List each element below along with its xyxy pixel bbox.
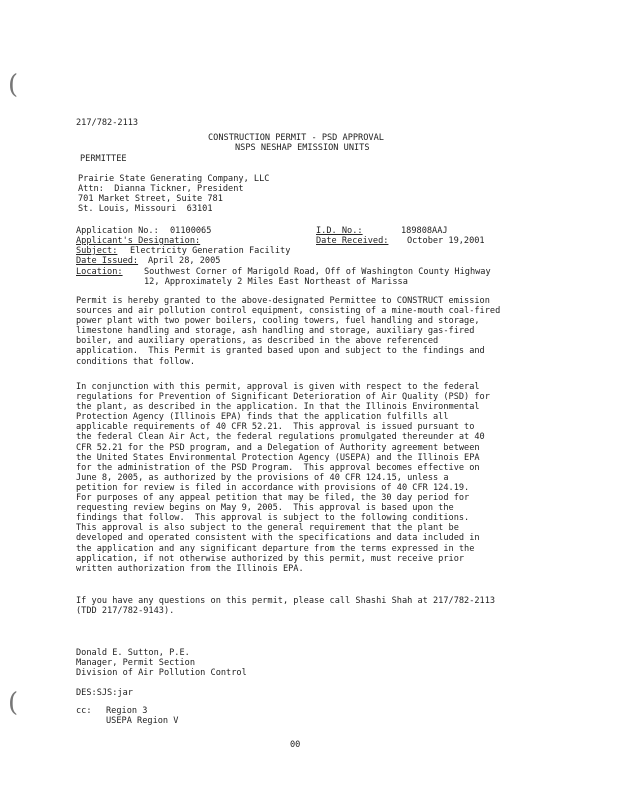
- date-received-value: October 19,2001: [407, 236, 485, 246]
- location-line-2: 12, Approximately 2 Miles East Northeast of Marissa: [144, 277, 408, 287]
- binding-mark-bottom: (: [8, 688, 19, 718]
- signer-title: Manager, Permit Section: [76, 658, 195, 668]
- date-issued-label: Date Issued:: [76, 256, 139, 266]
- id-label: I.D. No.:: [316, 226, 363, 236]
- permittee-label: PERMITTEE: [80, 154, 127, 164]
- id-value: 189808AAJ: [401, 226, 448, 236]
- cc-label: cc:: [76, 706, 92, 716]
- permit-grant-paragraph: Permit is hereby granted to the above-designated Permittee to CONSTRUCT emission sources and air pollution control equipment, consisting of a mine-mouth coal-fired power plant with two power boilers, cooling towers, fuel handling and storage, limestone handling and storage, ash handling and storage, auxiliary gas-fired boiler, and auxiliary operations, as described in the above referenced application. This Permit is granted based upon and subject to the findings and conditions that follow.: [76, 296, 501, 367]
- application-label: Application No.:: [76, 226, 159, 236]
- cc-line-1: Region 3: [106, 706, 148, 716]
- subject-value: Electricity Generation Facility: [130, 246, 291, 256]
- address-line-4: St. Louis, Missouri 63101: [78, 204, 213, 214]
- subject-label: Subject:: [76, 246, 118, 256]
- address-line-1: Prairie State Generating Company, LLC: [78, 174, 270, 184]
- date-issued-value: April 28, 2005: [148, 256, 221, 266]
- address-line-2: Attn: Dianna Tickner, President: [78, 184, 244, 194]
- location-label: Location:: [76, 267, 123, 277]
- contact-paragraph: If you have any questions on this permit, please call Shashi Shah at 217/782-2113 (TDD 217/782-9143).: [76, 596, 496, 617]
- psd-approval-paragraph: In conjunction with this permit, approval is given with respect to the federal regulations for Prevention of Significant Deterioration of Air Quality (PSD) for the plant, as described in the application. In that the Illinois Environmental Protection Agency (Illinois EPA) finds that the application fulfills all applicable requirements of 40 CFR 52.21. This approval is issued pursuant to the federal Clean Air Act, the federal regulations promulgated thereunder at 40 CFR 52.21 for the PSD program, and a Delegation of Authority agreement between the United States Environmental Protection Agency (USEPA) and the Illinois EPA for the administration of the PSD Program. This approval becomes effective on June 8, 2005, as authorized by the provisions of 40 CFR 124.15, unless a petition for review is filed in accordance with provisions of 40 CFR 124.19. For purposes of any appeal petition that may be filed, the 30 day period for requesting review begins on May 9, 2005. This approval is based upon the findings that follow. This approval is subject to the following conditions. This approval is also subject to the general requirement that the plant be developed and operated consistent with the specifications and data included in the application and any significant departure from the terms expressed in the application, if not otherwise authorized by this permit, must receive prior written authorization from the Illinois EPA.: [76, 382, 490, 574]
- date-received-label: Date Received:: [316, 236, 389, 246]
- address-line-3: 701 Market Street, Suite 781: [78, 194, 223, 204]
- phone-number: 217/782-2113: [76, 118, 139, 128]
- title-line-1: CONSTRUCTION PERMIT - PSD APPROVAL: [208, 133, 384, 143]
- page-number: 00: [290, 740, 301, 750]
- binding-mark-top: (: [8, 70, 19, 100]
- title-line-2: NSPS NESHAP EMISSION UNITS: [235, 143, 370, 153]
- location-line-1: Southwest Corner of Marigold Road, Off of Washington County Highway: [144, 267, 491, 277]
- cc-line-2: USEPA Region V: [106, 716, 179, 726]
- applicant-designation-label: Applicant's Designation:: [76, 236, 201, 246]
- signer-name: Donald E. Sutton, P.E.: [76, 648, 190, 658]
- typist-initials: DES:SJS:jar: [76, 688, 133, 698]
- application-value: 01100065: [170, 226, 212, 236]
- signer-division: Division of Air Pollution Control: [76, 668, 247, 678]
